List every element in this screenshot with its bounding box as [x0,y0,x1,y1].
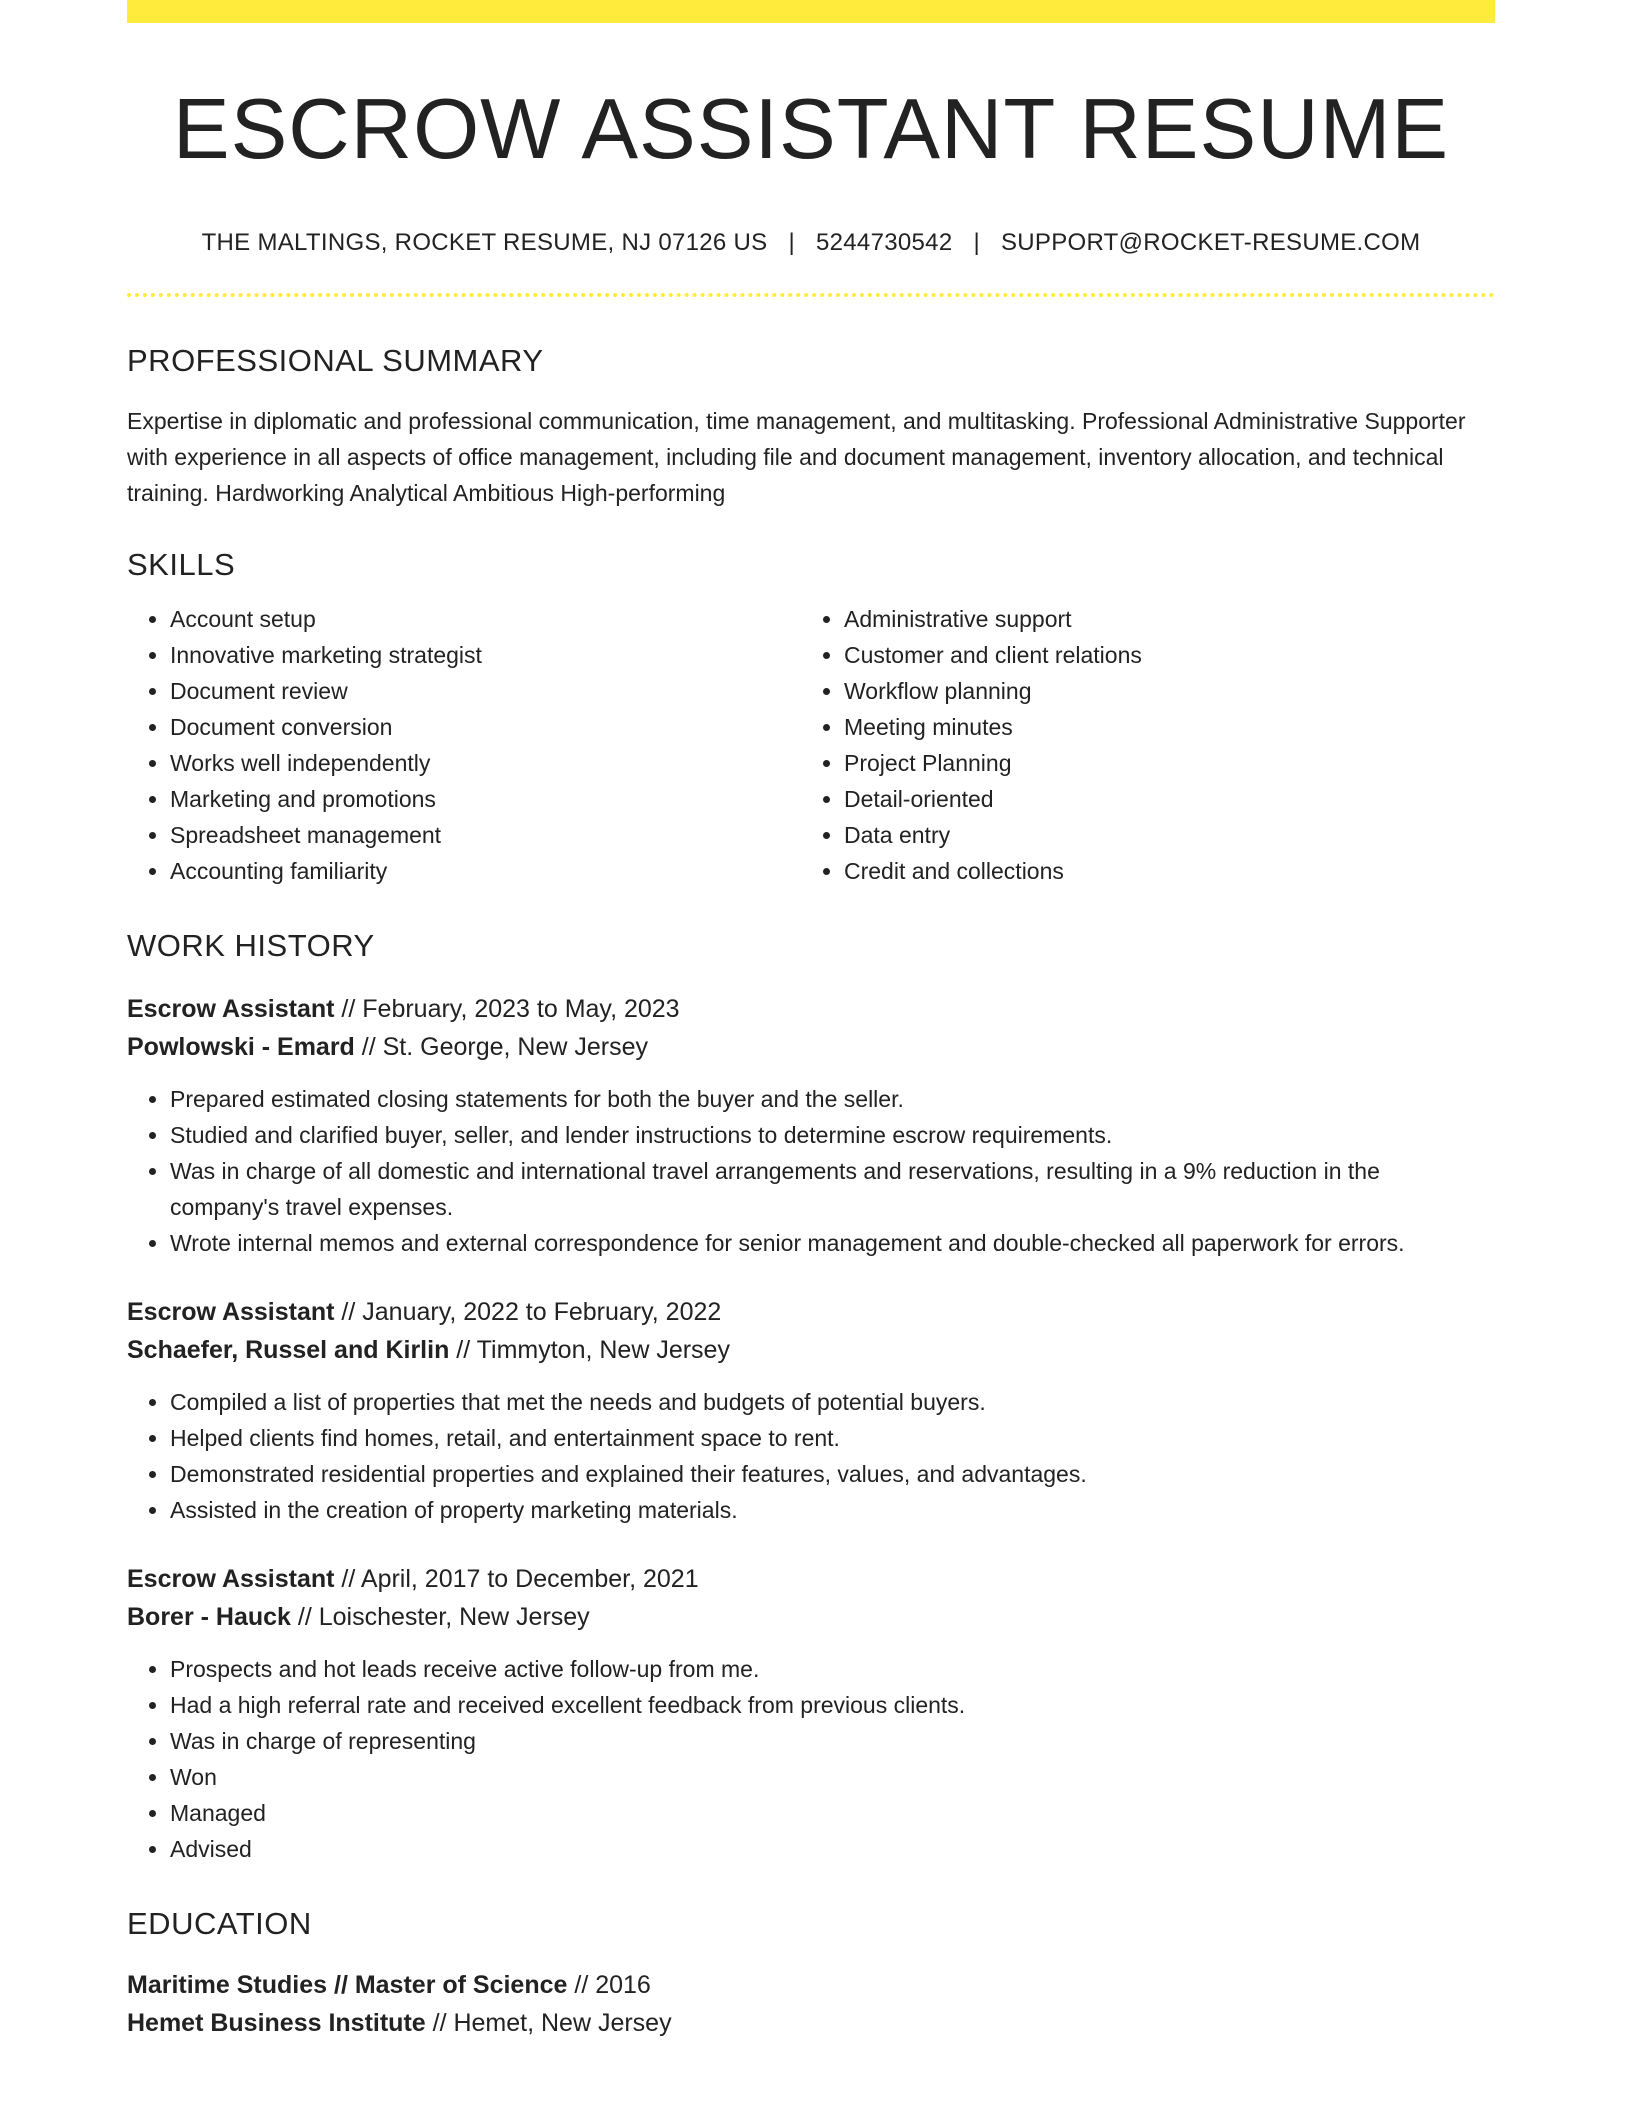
job-company-line [127,1028,1495,1066]
education-degree-line [127,1966,1495,2004]
job-bullet: • Prepared estimated closing statements for both the buyer and the seller. [170,1081,1495,1117]
summary-heading: PROFESSIONAL SUMMARY [127,342,544,378]
job-role-line [127,1560,1495,1598]
job-dates: // January, 2022 to February, 2022 [334,1298,722,1327]
job-entry [127,1293,1495,1528]
dotted-divider [127,293,1495,297]
job-bullet: • Assisted in the creation of property marketing materials. [170,1492,1495,1528]
job-bullet: • Had a high referral rate and received excellent feedback from previous clients. [170,1687,1495,1723]
job-bullets [127,1651,1495,1867]
job-company: Powlowski - Emard [127,1033,355,1062]
job-bullet: • Studied and clarified buyer, seller, and lender instructions to determine escrow requirements. [170,1117,1495,1153]
education-school: Hemet Business Institute [127,2009,426,2038]
work-history-heading: WORK HISTORY [127,927,375,963]
education-school-line [127,2004,1495,2042]
skill-item: • Spreadsheet management [170,817,801,853]
skill-item: • Customer and client relations [844,637,1475,673]
skill-item: • Detail-oriented [844,781,1475,817]
job-company: Borer - Hauck [127,1603,291,1632]
skill-item: • Workflow planning [844,673,1475,709]
education-year: // 2016 [567,1971,651,2000]
education-entry [127,1966,1495,2042]
job-bullet: • Won [170,1759,1495,1795]
job-bullet: • Advised [170,1831,1495,1867]
job-bullets [127,1384,1495,1528]
top-accent-bar [127,0,1495,23]
summary-text: Expertise in diplomatic and professional communication, time management, and multitasking. Professional Administrative Supporter with experience in all aspects of office management, including file and document management, inventory allocation, and technical training. Hardworking Analytical Ambitious High-performing [127,407,1466,506]
education-degree: Maritime Studies // Master of Science [127,1971,568,2000]
job-dates: // April, 2017 to December, 2021 [334,1565,699,1594]
skill-item: • Meeting minutes [844,709,1475,745]
job-bullet: • Helped clients find homes, retail, and entertainment space to rent. [170,1420,1495,1456]
job-bullet: • Was in charge of all domestic and international travel arrangements and reservations, resulting in a 9% reduction in the company's travel expenses. [170,1153,1495,1225]
skill-item: • Project Planning [844,745,1475,781]
skill-item: • Marketing and promotions [170,781,801,817]
job-role: Escrow Assistant [127,1565,335,1594]
job-location: // St. George, New Jersey [354,1033,649,1062]
skill-item: • Innovative marketing strategist [170,637,801,673]
skill-item: • Administrative support [844,601,1475,637]
education-heading: EDUCATION [127,1906,312,1942]
job-bullet: • Wrote internal memos and external correspondence for senior management and double-checked all paperwork for errors. [170,1225,1495,1261]
contact-separator: | [973,228,980,256]
job-role-line [127,990,1495,1028]
job-company: Schaefer, Russel and Kirlin [127,1336,450,1365]
contact-address: THE MALTINGS, ROCKET RESUME, NJ 07126 US [201,228,768,256]
job-bullet: • Prospects and hot leads receive active follow-up from me. [170,1651,1495,1687]
job-entry [127,990,1495,1261]
job-company-line [127,1331,1495,1369]
job-bullets [127,1081,1495,1261]
job-role: Escrow Assistant [127,995,335,1024]
contact-phone: 5244730542 [815,228,953,256]
job-entry [127,1560,1495,1867]
job-location: // Loischester, New Jersey [290,1603,590,1632]
education-location: // Hemet, New Jersey [425,2009,672,2038]
skills-grid [127,601,1495,889]
resume-title: ESCROW ASSISTANT RESUME [172,82,1450,177]
skill-item: • Works well independently [170,745,801,781]
job-role-line [127,1293,1495,1331]
contact-line [127,229,1495,257]
contact-email: SUPPORT@ROCKET-RESUME.COM [1000,228,1421,256]
job-role: Escrow Assistant [127,1298,335,1327]
job-bullet: • Was in charge of representing [170,1723,1495,1759]
job-bullet: • Managed [170,1795,1495,1831]
job-bullet: • Demonstrated residential properties and explained their features, values, and advantages. [170,1456,1495,1492]
job-dates: // February, 2023 to May, 2023 [334,995,680,1024]
skill-item: • Account setup [170,601,801,637]
skills-column-left [127,601,801,889]
skills-column-right [801,601,1475,889]
skill-item: • Accounting familiarity [170,853,801,889]
job-bullet: • Compiled a list of properties that met the needs and budgets of potential buyers. [170,1384,1495,1420]
skill-item: • Data entry [844,817,1475,853]
job-company-line [127,1598,1495,1636]
contact-separator: | [788,228,796,256]
job-location: // Timmyton, New Jersey [449,1336,730,1365]
resume-page [127,0,1495,2042]
skill-item: • Document review [170,673,801,709]
skill-item: • Credit and collections [844,853,1475,889]
skills-heading: SKILLS [127,546,236,582]
skill-item: • Document conversion [170,709,801,745]
